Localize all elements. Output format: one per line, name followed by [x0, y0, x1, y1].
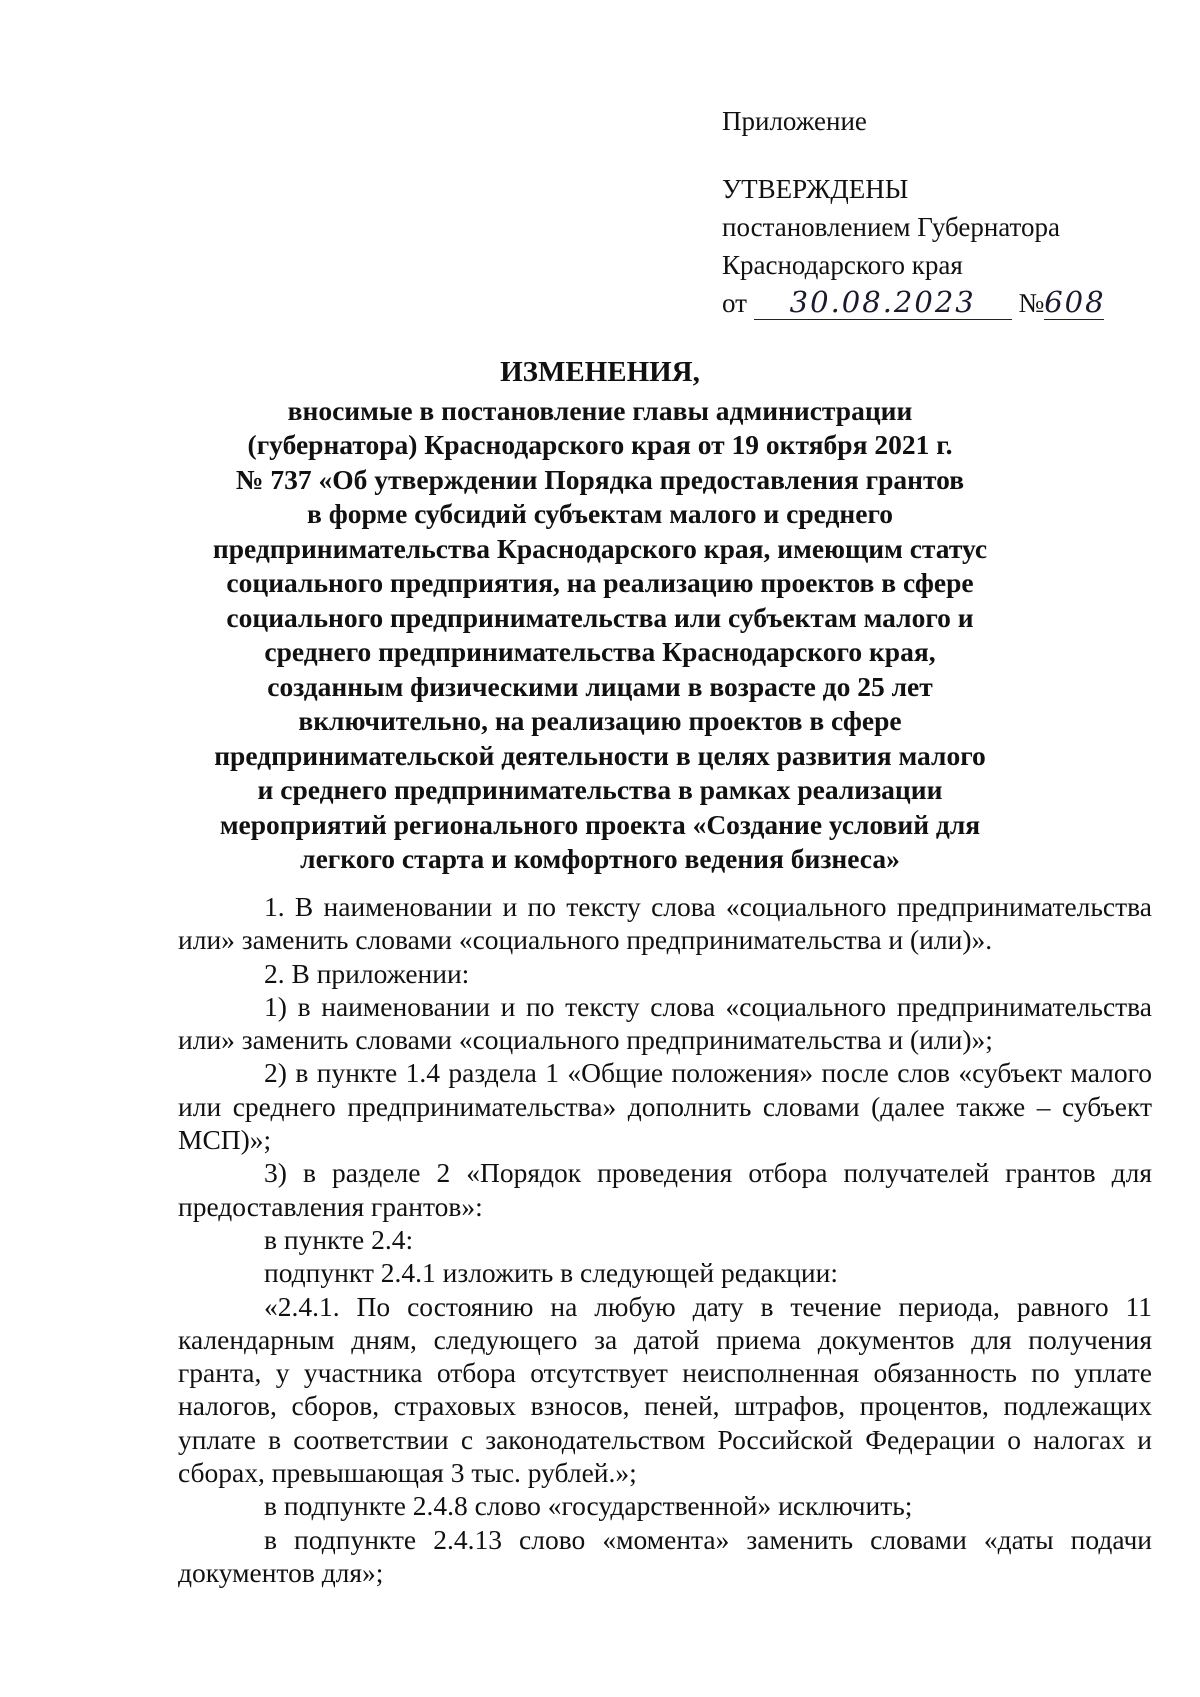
title-line: предпринимательской деятельности в целях развития малого — [214, 739, 986, 771]
title-heading: ИЗМЕНЕНИЯ, — [500, 356, 700, 388]
document-title — [0, 355, 1200, 877]
title-line: № 737 «Об утверждении Порядка предоставления грантов — [235, 463, 965, 495]
title-line: мероприятий регионального проекта «Создание условий для — [219, 808, 981, 840]
paragraph-2-1: 1) в наименовании и по тексту слова «социального предпринимательства или» заменить словами «социального предпринимательства и (или)»; — [178, 990, 1152, 1056]
title-line: в форме субсидий субъектам малого и среднего — [307, 498, 893, 529]
title-line: созданным физическими лицами в возрасте до 25 лет — [267, 670, 933, 702]
handwritten-date: 30.08.2023 — [754, 285, 1012, 320]
paragraph-subpoint-2-4-1-intro: подпункт 2.4.1 изложить в следующей редакции: — [264, 1257, 838, 1289]
paragraph-subpoint-2-4-8: в подпункте 2.4.8 слово «государственной» исключить; — [264, 1490, 913, 1522]
paragraph-point-2-4: в пункте 2.4: — [264, 1223, 414, 1255]
title-line: социального предприятия, на реализацию проектов в сфере — [226, 567, 974, 598]
title-line: социального предпринимательства или субъектам малого и — [226, 601, 974, 633]
date-prefix: от — [722, 288, 747, 318]
decree-line: постановлением Губернатора — [722, 212, 1060, 242]
title-line: вносимые в постановление главы администрации — [287, 394, 913, 426]
region-line: Краснодарского края — [722, 250, 963, 280]
paragraph-subpoint-2-4-1-text: «2.4.1. По состоянию на любую дату в течение периода, равного 11 календарным дням, следующего за датой приема документов для получения гранта, у участника отбора отсутствует неисполненная обязанность по уплате налогов, сборов, страховых взносов, пеней, штрафов, процентов, подлежащих уплате в соответствии с законодательством Российской Федерации о налогах и сборах, превышающая 3 тыс. рублей.»; — [178, 1290, 1152, 1489]
date-number-line — [722, 284, 1104, 322]
document-body — [178, 890, 1152, 1589]
paragraph-2-3: 3) в разделе 2 «Порядок проведения отбора получателей грантов для предоставления грантов»: — [178, 1157, 1152, 1222]
title-line: среднего предпринимательства Краснодарского края, — [264, 636, 936, 667]
title-line: предпринимательства Краснодарского края, имеющим статус — [212, 532, 988, 564]
paragraph-1: 1. В наименовании и по тексту слова «социального предпринимательства или» заменить словами «социального предпринимательства и (или)». — [178, 891, 1152, 956]
approval-block — [722, 102, 1104, 322]
number-prefix: № — [1018, 288, 1045, 318]
paragraph-subpoint-2-4-13: в подпункте 2.4.13 слово «момента» заменить словами «даты подачи документов для»; — [178, 1523, 1152, 1588]
paragraph-2-2: 2) в пункте 1.4 раздела 1 «Общие положения» после слов «субъект малого или среднего предпринимательства» дополнить словами (далее также – субъект МСП)»; — [178, 1057, 1152, 1156]
title-line: включительно, на реализацию проектов в сфере — [298, 705, 902, 736]
title-line: и среднего предпринимательства в рамках реализации — [257, 774, 943, 805]
title-line: легкого старта и комфортного ведения бизнеса» — [300, 843, 900, 874]
appendix-label: Приложение — [722, 106, 867, 136]
handwritten-number: 608 — [1044, 285, 1106, 319]
paragraph-2: 2. В приложении: — [264, 957, 470, 989]
title-line: (губернатора) Краснодарского края от 19 октября 2021 г. — [247, 429, 953, 460]
approved-label: УТВЕРЖДЕНЫ — [722, 174, 909, 204]
